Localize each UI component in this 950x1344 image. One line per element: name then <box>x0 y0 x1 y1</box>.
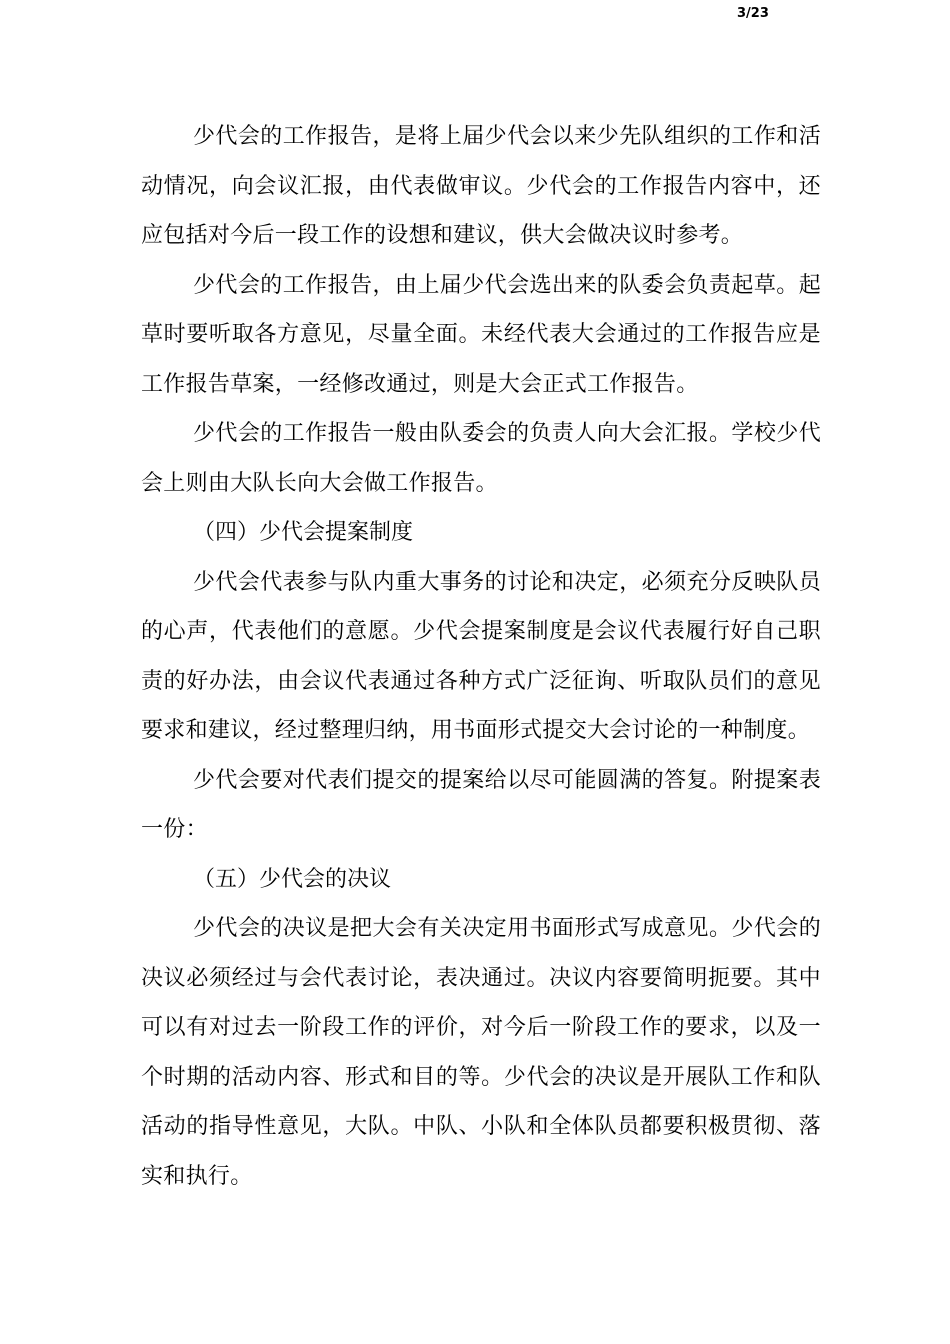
section-heading-proposal-system: （四）少代会提案制度 <box>193 520 414 545</box>
paragraph-proposal-reply: 少代会要对代表们提交的提案给以尽可能圆满的答复。附提案表一份： <box>141 767 821 842</box>
paragraph-proposal-system: 少代会代表参与队内重大事务的讨论和决定，必须充分反映队员的心声，代表他们的意愿。少代会提案制度是会议代表履行好自己职责的好办法，由会议代表通过各种方式广泛征询、听取队员们的意见要求和建议，经过整理归纳，用书面形式提交大会讨论的一种制度。 <box>141 569 821 743</box>
paragraph-work-report-definition: 少代会的工作报告，是将上届少代会以来少先队组织的工作和活动情况，向会议汇报，由代表做审议。少代会的工作报告内容中，还应包括对今后一段工作的设想和建议，供大会做决议时参考。 <box>141 124 821 248</box>
page-number: 3/23 <box>737 6 769 21</box>
paragraph-resolution: 少代会的决议是把大会有关决定用书面形式写成意见。少代会的决议必须经过与会代表讨论，表决通过。决议内容要简明扼要。其中可以有对过去一阶段工作的评价，对今后一阶段工作的要求，以及一个时期的活动内容、形式和目的等。少代会的决议是开展队工作和队活动的指导性意见，大队。中队、小队和全体队员都要积极贯彻、落实和执行。 <box>141 916 821 1189</box>
document-body <box>141 112 821 1201</box>
section-heading-resolution: （五）少代会的决议 <box>193 866 392 892</box>
paragraph-work-report-presentation: 少代会的工作报告一般由队委会的负责人向大会汇报。学校少代会上则由大队长向大会做工作报告。 <box>141 421 821 496</box>
paragraph-work-report-drafting: 少代会的工作报告，由上届少代会选出来的队委会负责起草。起草时要听取各方意见，尽量全面。未经代表大会通过的工作报告应是工作报告草案，一经修改通过，则是大会正式工作报告。 <box>141 272 821 397</box>
